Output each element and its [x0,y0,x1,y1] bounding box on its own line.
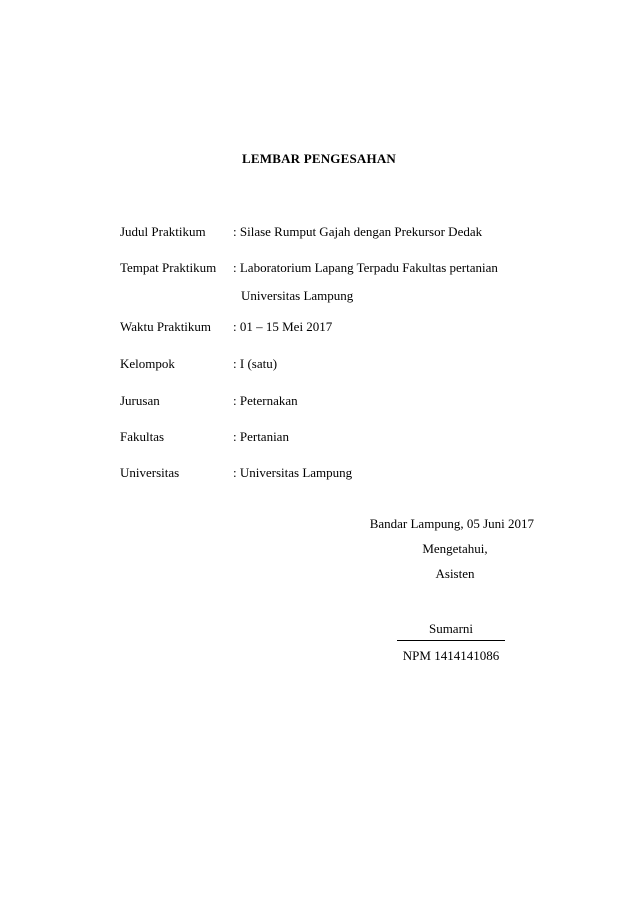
field-label: Jurusan [120,393,160,408]
field-value-block [233,257,533,307]
field-value: : Pertanian [233,429,289,444]
field-value: : Laboratorium Lapang Terpadu Fakultas pertanian [233,260,498,275]
field-value-line2: Universitas Lampung [241,288,354,303]
field-label: Judul Praktikum [120,224,206,239]
field-label: Fakultas [120,429,165,444]
field-value: : Silase Rumput Gajah dengan Prekursor Dedak [233,224,483,239]
signature-place-date: Bandar Lampung, 05 Juni 2017 [369,516,534,531]
field-value: : I (satu) [233,356,278,371]
field-label: Waktu Praktikum [120,319,212,334]
field-label: Tempat Praktikum [120,260,217,275]
signer-npm: NPM 1414141086 [402,648,500,663]
signature-acknowledged: Mengetahui, [422,541,488,556]
document-title: LEMBAR PENGESAHAN [242,151,396,166]
field-label: Kelompok [120,356,175,371]
field-label: Universitas [120,465,180,480]
field-value: : Universitas Lampung [233,465,353,480]
signature-role: Asisten [435,566,475,581]
field-value: : Peternakan [233,393,298,408]
signer-name: Sumarni [397,621,505,641]
field-value: : 01 – 15 Mei 2017 [233,319,333,334]
